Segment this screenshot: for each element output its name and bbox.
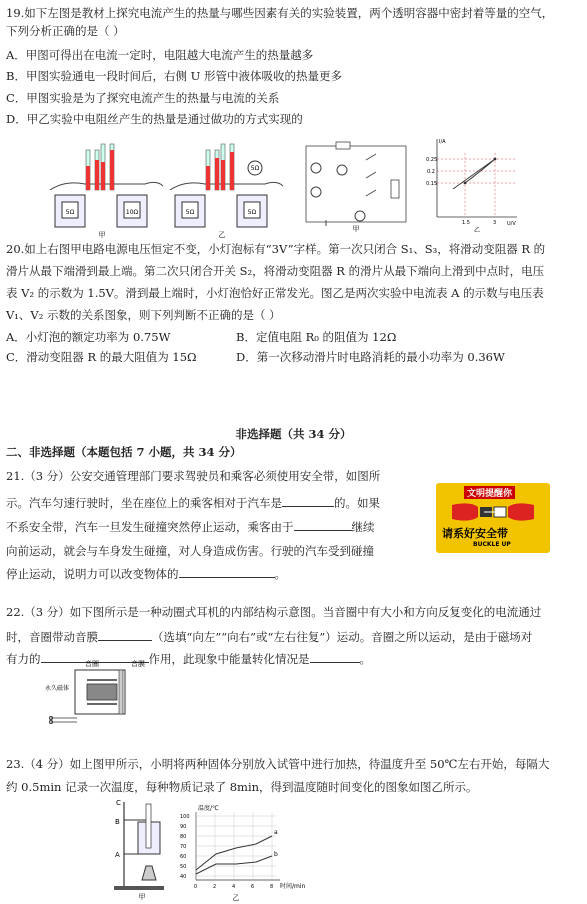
tick-y1: 0.25 [426, 157, 438, 163]
q20-iu-graph [425, 133, 525, 233]
q19-option-c: C．甲图实验是为了探究电流产生的热量与电流的关系 [6, 91, 280, 105]
y-tick-label: 40 [180, 874, 187, 880]
q20-option-b: B．定值电阻 R₀ 的阻值为 12Ω [236, 330, 397, 344]
label-coil: 音圈 [85, 660, 99, 668]
u-tube-yi-right [221, 144, 234, 190]
q20-stem-line3: 表 V₂ 的示数为 1.5V。滑到最上端时，小灯泡恰好正常发光。图乙是两次实验中电流表 A 的示数与电压表 [6, 286, 544, 300]
resistor-r0 [336, 142, 350, 149]
q22-blank-3[interactable] [310, 652, 360, 663]
q22-line2 [6, 630, 579, 644]
test-tube [146, 804, 151, 848]
stand-label-a: A [115, 851, 120, 859]
y-tick-label: 100 [180, 814, 190, 820]
q19-apparatus-figure [45, 140, 285, 240]
q22-line3-mid: 作用，此现象中能量转化情况是 [148, 652, 310, 666]
lamp [337, 165, 347, 175]
series-a-label: a [274, 829, 278, 836]
section-title: 非选择题（共 34 分） [235, 427, 352, 441]
fig-jia-label: 甲 [352, 225, 360, 232]
q21-line5-tail: 。 [274, 567, 286, 581]
series-b-label: b [274, 851, 278, 858]
stand-label-c: C [116, 799, 121, 807]
graph-ylabel: I/A [439, 139, 446, 145]
r2-label: 10Ω [125, 209, 139, 216]
r1-label: 5Ω [65, 209, 75, 216]
q23-line1: 23.（4 分）如上图甲所示，小明将两种固体分别放入试管中进行加热，待温度升至 50℃左右开始，每隔大 [6, 757, 550, 771]
line-second [453, 159, 495, 189]
r3-label: 5Ω [185, 209, 195, 216]
q20-stem-line4: V₁、V₂ 示数的关系图象，则下列判断不正确的是（ ） [6, 308, 281, 322]
x-tick-label: 2 [213, 884, 217, 890]
graph-xlabel: U/V [507, 221, 516, 227]
q22-line2-tail: （选填“向左”“向右”或“左右往复”）运动。音圈之所以运动，是由于磁场对 [152, 630, 533, 644]
y-tick-label: 50 [180, 864, 187, 870]
rheostat-r [391, 180, 399, 198]
q20-stem-line1: 20.如上右图甲电路电源电压恒定不变，小灯泡标有“3V”字样。第一次只闭合 S₁、S₃，将滑动变阻器 R 的 [6, 242, 546, 256]
headphone-structure-figure [45, 656, 165, 726]
alcohol-lamp [142, 866, 156, 880]
fig-yi-label: 乙 [473, 227, 481, 233]
q22-line3-text: 有力的 [6, 652, 41, 666]
q21-line1: 21.（3 分）公安交通管理部门要求驾驶员和乘客必须使用安全带，如图所 [6, 469, 381, 483]
q22-blank-1[interactable] [98, 630, 152, 641]
switch-s3 [366, 190, 376, 196]
q20-option-c: C．滑动变阻器 R 的最大阻值为 15Ω [6, 350, 197, 364]
q22-line1: 22.（3 分）如下图所示是一种动圈式耳机的内部结构示意图。当音圈中有大小和方向反复变化的电流通过 [6, 605, 542, 619]
u-tube-jia-right [101, 144, 114, 190]
x-tick-label: 6 [251, 884, 255, 890]
q20-option-a: A．小灯泡的额定功率为 0.75W [6, 330, 171, 344]
seatbelt-buckle-icon [450, 501, 536, 523]
stand-label-b: B [115, 818, 120, 826]
q22-line2-text: 时，音圈带动音膜 [6, 630, 98, 644]
magnet [87, 684, 117, 700]
q21-line5 [6, 567, 579, 581]
point-2 [494, 158, 497, 161]
q21-blank-3[interactable] [179, 567, 275, 578]
r5-label: 5Ω [250, 165, 260, 172]
q19-option-b: B．甲图实验通电一段时间后，右侧 U 形管中液体吸收的热量更多 [6, 69, 342, 83]
label-film: 音膜 [131, 660, 145, 668]
fig-jia-label: 甲 [138, 893, 146, 900]
q21-line5-text: 停止运动，说明力可以改变物体的 [6, 567, 179, 581]
point-1 [464, 182, 467, 185]
q21-blank-1[interactable] [282, 496, 334, 507]
seatbelt-sign [436, 483, 550, 553]
y-ticks [180, 814, 190, 880]
q21-line3-text: 不系安全带，汽车一旦发生碰撞突然停止运动，乘客由于 [6, 520, 294, 534]
fig-jia-label: 甲 [98, 231, 106, 239]
sign-main-label: 请系好安全带 [442, 527, 508, 540]
membrane [119, 670, 123, 714]
q20-circuit-figure [296, 140, 416, 232]
q22-line3-tail: 。 [359, 652, 371, 666]
switch-s2 [366, 172, 376, 178]
sign-sub-label: BUCKLE UP [473, 541, 511, 548]
voltmeter-v1 [311, 163, 321, 173]
y-tick-label: 80 [180, 834, 187, 840]
graph-grid [196, 812, 276, 880]
graph-ylabel: 温度/℃ [198, 805, 219, 812]
q21-blank-2[interactable] [294, 520, 352, 531]
q19-option-d: D．甲乙实验中电阻丝产生的热量是通过做功的方式实现的 [6, 112, 303, 126]
graph-xlabel: 时间/min [280, 883, 306, 890]
q21-line3-tail: 继续 [351, 520, 375, 534]
q21-line2-text: 示。汽车匀速行驶时，坐在座位上的乘客相对于汽车是 [6, 496, 282, 510]
sign-top-label: 文明提醒你 [464, 486, 515, 499]
q19-stem-line2: 下列分析正确的是（ ） [6, 24, 125, 38]
q20-option-d: D．第一次移动滑片时电路消耗的最小功率为 0.36W [236, 350, 505, 364]
voltmeter-v2 [311, 187, 321, 197]
switch-s1 [366, 154, 376, 160]
y-tick-label: 70 [180, 844, 187, 850]
wire-yi [170, 182, 283, 190]
q19-stem-line1: 19.如下左图是教材上探究电流产生的热量与哪些因素有关的实验装置，两个透明容器中密封着等量的空气， [6, 6, 554, 20]
x-ticks [194, 884, 273, 890]
q19-option-a: A．甲图可得出在电流一定时，电阻越大电流产生的热量越多 [6, 48, 314, 62]
tick-x2: 3 [493, 220, 497, 226]
heating-apparatus-figure [112, 796, 172, 900]
ammeter-a [355, 211, 365, 221]
tick-x1: 1.5 [462, 220, 470, 226]
y-tick-label: 60 [180, 854, 187, 860]
x-tick-label: 4 [232, 884, 236, 890]
q21-line4: 向前运动，就会与车身发生碰撞，对人身造成伤害。行驶的汽车受到碰撞 [6, 544, 374, 558]
fig-yi-label: 乙 [218, 231, 226, 239]
stand-base [114, 886, 164, 890]
q20-stem-line2: 滑片从最下端滑到最上端。第二次只闭合开关 S₂，将滑动变阻器 R 的滑片从最下端向上滑到中点时，电压 [6, 264, 545, 278]
fig-yi-label: 乙 [232, 894, 240, 902]
q21-line2-tail: 的。如果 [334, 496, 380, 510]
label-magnet: 永久磁体 [45, 685, 70, 692]
wire-jia [50, 182, 163, 190]
x-tick-label: 8 [270, 884, 274, 890]
temperature-time-graph [176, 804, 316, 902]
r4-label: 5Ω [247, 209, 257, 216]
section-heading: 二、非选择题（本题包括 7 小题，共 34 分） [6, 445, 242, 459]
y-tick-label: 90 [180, 824, 187, 830]
tick-y2: 0.2 [427, 169, 435, 175]
q23-line2: 约 0.5min 记录一次温度，每种物质记录了 8min，得到温度随时间变化的图象如图乙所示。 [6, 780, 478, 794]
x-tick-label: 0 [194, 884, 198, 890]
tick-y3: 0.15 [426, 181, 438, 187]
